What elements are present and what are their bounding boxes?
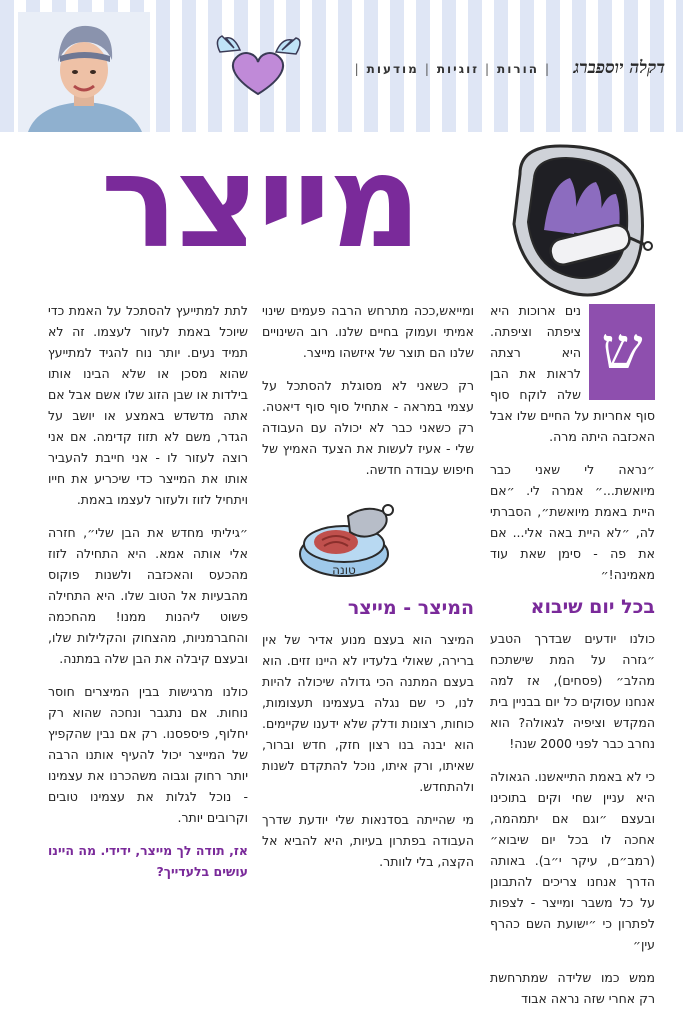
paragraph: לתת למתייעץ להסתכל על האמת כדי שיוכל באמת לעזור לעצמו. זה לא תמיד נעים. יותר נוח להגיד למתייעץ שהוא מסכן או שלא הבינו אותו בילדות או שבן הזוג שלו אשם אבל אם אתה מדשדש באמצע או יושב על הגדר, משם לא תזוז קדימה. אם אני רוצה לעזור לו - אני חייבת להעביר אותו את המייצר כדי שיכריע את חייו ויתחיל לזוז ולעזור לעצמו באמת. <box>48 303 248 507</box>
nav-item-parenting[interactable]: הורות <box>497 62 539 76</box>
paragraph: ״גיליתי מחדש את הבן שלי״, חזרה אלי אותה אמא. היא התחילה לזוז מהכעס והאכזבה ולשנות פוקוס מהבעיות אל הטוב שלו. היא התחילה פשוט ליהנות ממנו! מהחכמה והחברמניות, מהצחוק והקלילות שלו, ובעצם קיבלה את הבן שלה במתנה. <box>48 525 248 666</box>
nav-separator: | <box>424 62 431 76</box>
nav-item-awareness[interactable]: מודעות <box>366 62 419 76</box>
paragraph: ומייאש,ככה מתרחש הרבה פעמים שינוי אמיתי ועמוק בחיים שלנו. רוב השינויים שלנו הם תוצר של איזשהו מייצר. <box>262 303 474 360</box>
paragraph: המיצר הוא בעצם מנוע אדיר של אין ברירה, שאולי בלעדיו לא היינו זזים. הוא בעצם המתנה הכי גדולה שיכולה להיות לנו, כי שם נגלה בעצמינו תעצומות, כוחות, רצונות ודלק שלא ידענו שקיימים. הוא יבנה בנו רצון חזק, חדש וברור, שאיתו, ורק איתו, נוכל להתקדם לשנות ולהתחדש. <box>262 632 474 794</box>
topic-nav <box>355 62 551 76</box>
subheading: בכל יום שיבוא <box>530 596 655 618</box>
paragraph: כולנו יודעים שבדרך הטבע ״גזרה על המת שישתכח מהלב״ (פסחים), אז למה אנחנו עסוקים כל יום בבניין בית המקדש וציפיה לגאולה? הוא נחרב כבר לפני 2000 שנה! <box>490 631 655 751</box>
sardine-can-icon <box>490 134 660 309</box>
closing-line: אז, תודה לך מייצר, ידידי. מה היינו עושים בלעדייך? <box>48 843 248 879</box>
right-column <box>490 300 655 1021</box>
article-title: מייצר <box>100 128 420 277</box>
nav-item-relationships[interactable]: זוגיות <box>436 62 479 76</box>
winged-heart-icon <box>212 34 304 100</box>
middle-column <box>262 300 474 884</box>
paragraph: כולנו מרגישות בבין המיצרים חוסר נוחות. אם נתגבר ונחכה שהוא רק יחלוף, פיספסנו. רק אם נבין שהקפיץ של המייצר יכול להעיף אותנו הרבה יותר רחוק וגבוה משהכרנו את עצמינו - נוכל לגלות את עצמינו טובים וקרובים יותר. <box>48 684 248 825</box>
author-name: דקלה יוספברג <box>573 58 665 78</box>
paragraph: ״נראה לי שאני כבר מיואשת...״ אמרה לי. ״אם היית באמת מיואשת״, הסברתי לה, ״לא היית באה אלי... אם את פה - סימן שאת עוד מאמינה!״ <box>490 462 655 582</box>
paragraph: רק כשאני לא מסוגלת להסתכל על עצמי במראה - אתחיל סוף סוף דיאטה. רק כשאני כבר לא יכולה עם העבודה שלי - אעיז לעשות את הצעד האמיץ של חיפוש עבודה חדשה. <box>262 378 474 477</box>
paragraph: מי שהייתה בסדנאות שלי יודעת שדרך העבודה בפתרון בעיות, היא להביא אל הקצה, בלי לוותר. <box>262 812 474 869</box>
tuna-can-icon <box>292 494 402 586</box>
paragraph: כי לא באמת התייאשנו. הגאולה היא עניין שחי וקים בתוכינו ובעצם ״וגם אם יתמהמה, אחכה לו בכל יום שיבוא״ (רמב״ם, עיקר י״ב). באותה הדרך אנחנו צריכים להתבונן על כל משבר ומייצר - לצפות לפתרון כי ״ישועת השם כהרף עין״ <box>490 769 655 952</box>
dropcap: ש <box>589 304 655 400</box>
paragraph: נים ארוכות היא ציפתה וציפתה. היא רצתה לראות את הבן שלה לוקח סוף סוף אחריות על החיים שלו אבל האכזבה היתה מרה. <box>490 303 655 444</box>
nav-separator: | <box>544 62 551 76</box>
nav-separator: | <box>354 62 361 76</box>
paragraph: ממש כמו שלידה שמתרחשת רק אחרי שזה נראה אבוד <box>490 970 655 1006</box>
author-photo <box>18 12 150 132</box>
nav-separator: | <box>485 62 492 76</box>
tuna-label: טונה <box>332 563 356 577</box>
subheading: המיצר - מייצר <box>347 597 474 619</box>
left-column <box>48 300 248 894</box>
